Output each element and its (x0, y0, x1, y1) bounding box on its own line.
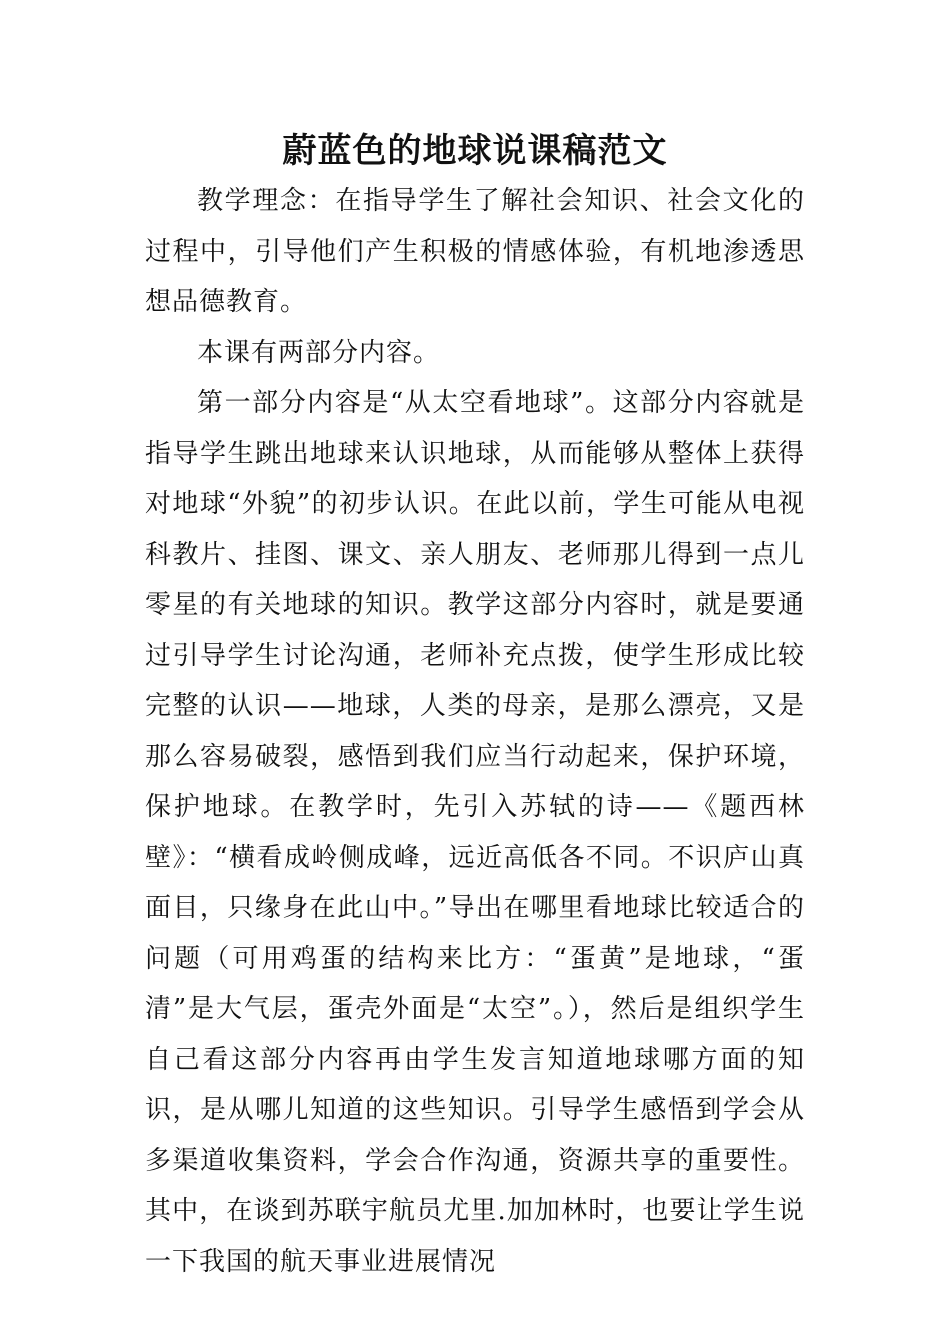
paragraph-teaching-concept: 教学理念：在指导学生了解社会知识、社会文化的过程中，引导他们产生积极的情感体验，有机地渗透思想品德教育。 (145, 186, 805, 317)
paragraph-two-parts: 本课有两部分内容。 (197, 337, 441, 368)
document-body (145, 176, 805, 1287)
paragraph-part-one: 第一部分内容是“从太空看地球”。这部分内容就是指导学生跳出地球来认识地球，从而能够从整体上获得对地球“外貌”的初步认识。在此以前，学生可能从电视科教片、挂图、课文、亲人朋友、老师那儿得到一点儿零星的有关地球的知识。教学这部分内容时，就是要通过引导学生讨论沟通，老师补充点拨，使学生形成比较完整的认识——地球，人类的母亲，是那么漂亮，又是那么容易破裂，感悟到我们应当行动起来，保护环境，保护地球。在教学时，先引入苏轼的诗——《题西林壁》：“横看成岭侧成峰，远近高低各不同。不识庐山真面目，只缘身在此山中。”导出在哪里看地球比较适合的问题（可用鸡蛋的结构来比方：“蛋黄”是地球，“蛋清”是大气层，蛋壳外面是“太空”。），然后是组织学生自己看这部分内容再由学生发言知道地球哪方面的知识，是从哪儿知道的这些知识。引导学生感悟到学会从多渠道收集资料，学会合作沟通，资源共享的重要性。其中，在谈到苏联宇航员尤里.加加林时，也要让学生说一下我国的航天事业进展情况 (145, 388, 805, 1277)
document-title: 蔚蓝色的地球说课稿范文 (282, 131, 668, 171)
